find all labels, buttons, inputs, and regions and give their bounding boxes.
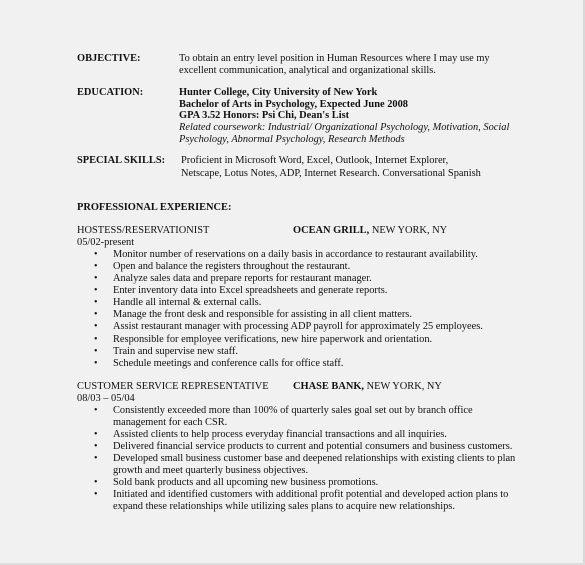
bullet-glyph: •	[94, 309, 98, 320]
job-bullet: Assisted clients to help process everyday financial transactions and all inquiries.	[113, 429, 447, 440]
skills-line: Netscape, Lotus Notes, ADP, Internet Research. Conversational Spanish	[181, 168, 481, 179]
job-location: NEW YORK, NY	[364, 381, 442, 392]
job-bullet: Analyze sales data and prepare reports for restaurant manager.	[113, 273, 372, 284]
bullet-glyph: •	[94, 334, 98, 345]
education-school: Hunter College, City University of New York	[179, 87, 378, 98]
job-bullet: Assist restaurant manager with processing ADP payroll for approximately 25 employees.	[113, 321, 483, 332]
education-label: EDUCATION:	[77, 87, 144, 98]
job-title: CUSTOMER SERVICE REPRESENTATIVE	[77, 381, 269, 392]
objective-line: To obtain an entry level position in Human Resources where I may use my	[179, 53, 490, 64]
job-employer-line	[293, 225, 447, 237]
job-bullet-continued: growth and meet quarterly business objectives.	[113, 465, 309, 476]
job-employer-line	[293, 381, 442, 393]
job-dates: 08/03 – 05/04	[77, 393, 135, 404]
bullet-glyph: •	[94, 346, 98, 357]
bullet-glyph: •	[94, 477, 98, 488]
bullet-glyph: •	[94, 321, 98, 332]
job-employer: OCEAN GRILL,	[293, 225, 370, 236]
skills-line: Proficient in Microsoft Word, Excel, Outlook, Internet Explorer,	[181, 155, 449, 166]
job-bullet: Developed small business customer base and deepened relationships with existing clients to plan	[113, 453, 516, 464]
job-bullet: Initiated and identified customers with additional profit potential and developed action plans to	[113, 489, 509, 500]
bullet-glyph: •	[94, 297, 98, 308]
job-title: HOSTESS/RESERVATIONIST	[77, 225, 210, 236]
job-bullet: Delivered financial service products to current and potential consumers and business customers.	[113, 441, 513, 452]
education-degree: Bachelor of Arts in Psychology, Expected June 2008	[179, 99, 408, 110]
bullet-glyph: •	[94, 429, 98, 440]
education-coursework: Related coursework: Industrial/ Organizational Psychology, Motivation, Social	[179, 122, 510, 133]
job-bullet: Train and supervise new staff.	[113, 346, 238, 357]
experience-heading: PROFESSIONAL EXPERIENCE:	[77, 202, 232, 213]
job-bullet: Manage the front desk and responsible for assisting in all client matters.	[113, 309, 412, 320]
bullet-glyph: •	[94, 441, 98, 452]
job-bullet-continued: expand these relationships while utilizing sales plans to acquire new relationships.	[113, 501, 455, 512]
job-employer: CHASE BANK,	[293, 381, 365, 392]
job-bullet: Sold bank products and all upcoming new business promotions.	[113, 477, 379, 488]
job-bullet-continued: management for each CSR.	[113, 417, 228, 428]
education-coursework: Psychology, Abnormal Psychology, Research Methods	[179, 134, 405, 145]
job-bullet: Schedule meetings and conference calls for office staff.	[113, 358, 344, 369]
job-bullet: Responsible for employee verifications, new hire paperwork and orientation.	[113, 334, 433, 345]
objective-line: excellent communication, analytical and organizational skills.	[179, 65, 436, 76]
bullet-glyph: •	[94, 405, 98, 416]
job-bullet: Open and balance the registers throughout the restaurant.	[113, 261, 351, 272]
job-bullet: Monitor number of reservations on a daily basis in accordance to restaurant availability.	[113, 249, 478, 260]
bullet-glyph: •	[94, 261, 98, 272]
job-bullet: Consistently exceeded more than 100% of quarterly sales goal set out by branch office	[113, 405, 473, 416]
job-bullet: Handle all internal & external calls.	[113, 297, 262, 308]
job-location: NEW YORK, NY	[369, 225, 448, 236]
bullet-glyph: •	[94, 249, 98, 260]
bullet-glyph: •	[94, 273, 98, 284]
bullet-glyph: •	[94, 453, 98, 464]
skills-label: SPECIAL SKILLS:	[77, 155, 166, 166]
bullet-glyph: •	[94, 285, 98, 296]
education-gpa: GPA 3.52 Honors: Psi Chi, Dean's List	[179, 110, 350, 121]
objective-label: OBJECTIVE:	[77, 53, 141, 64]
bullet-glyph: •	[94, 489, 98, 500]
bullet-glyph: •	[94, 358, 98, 369]
job-dates: 05/02-present	[77, 237, 135, 248]
job-bullet: Enter inventory data into Excel spreadsheets and generate reports.	[113, 285, 388, 296]
